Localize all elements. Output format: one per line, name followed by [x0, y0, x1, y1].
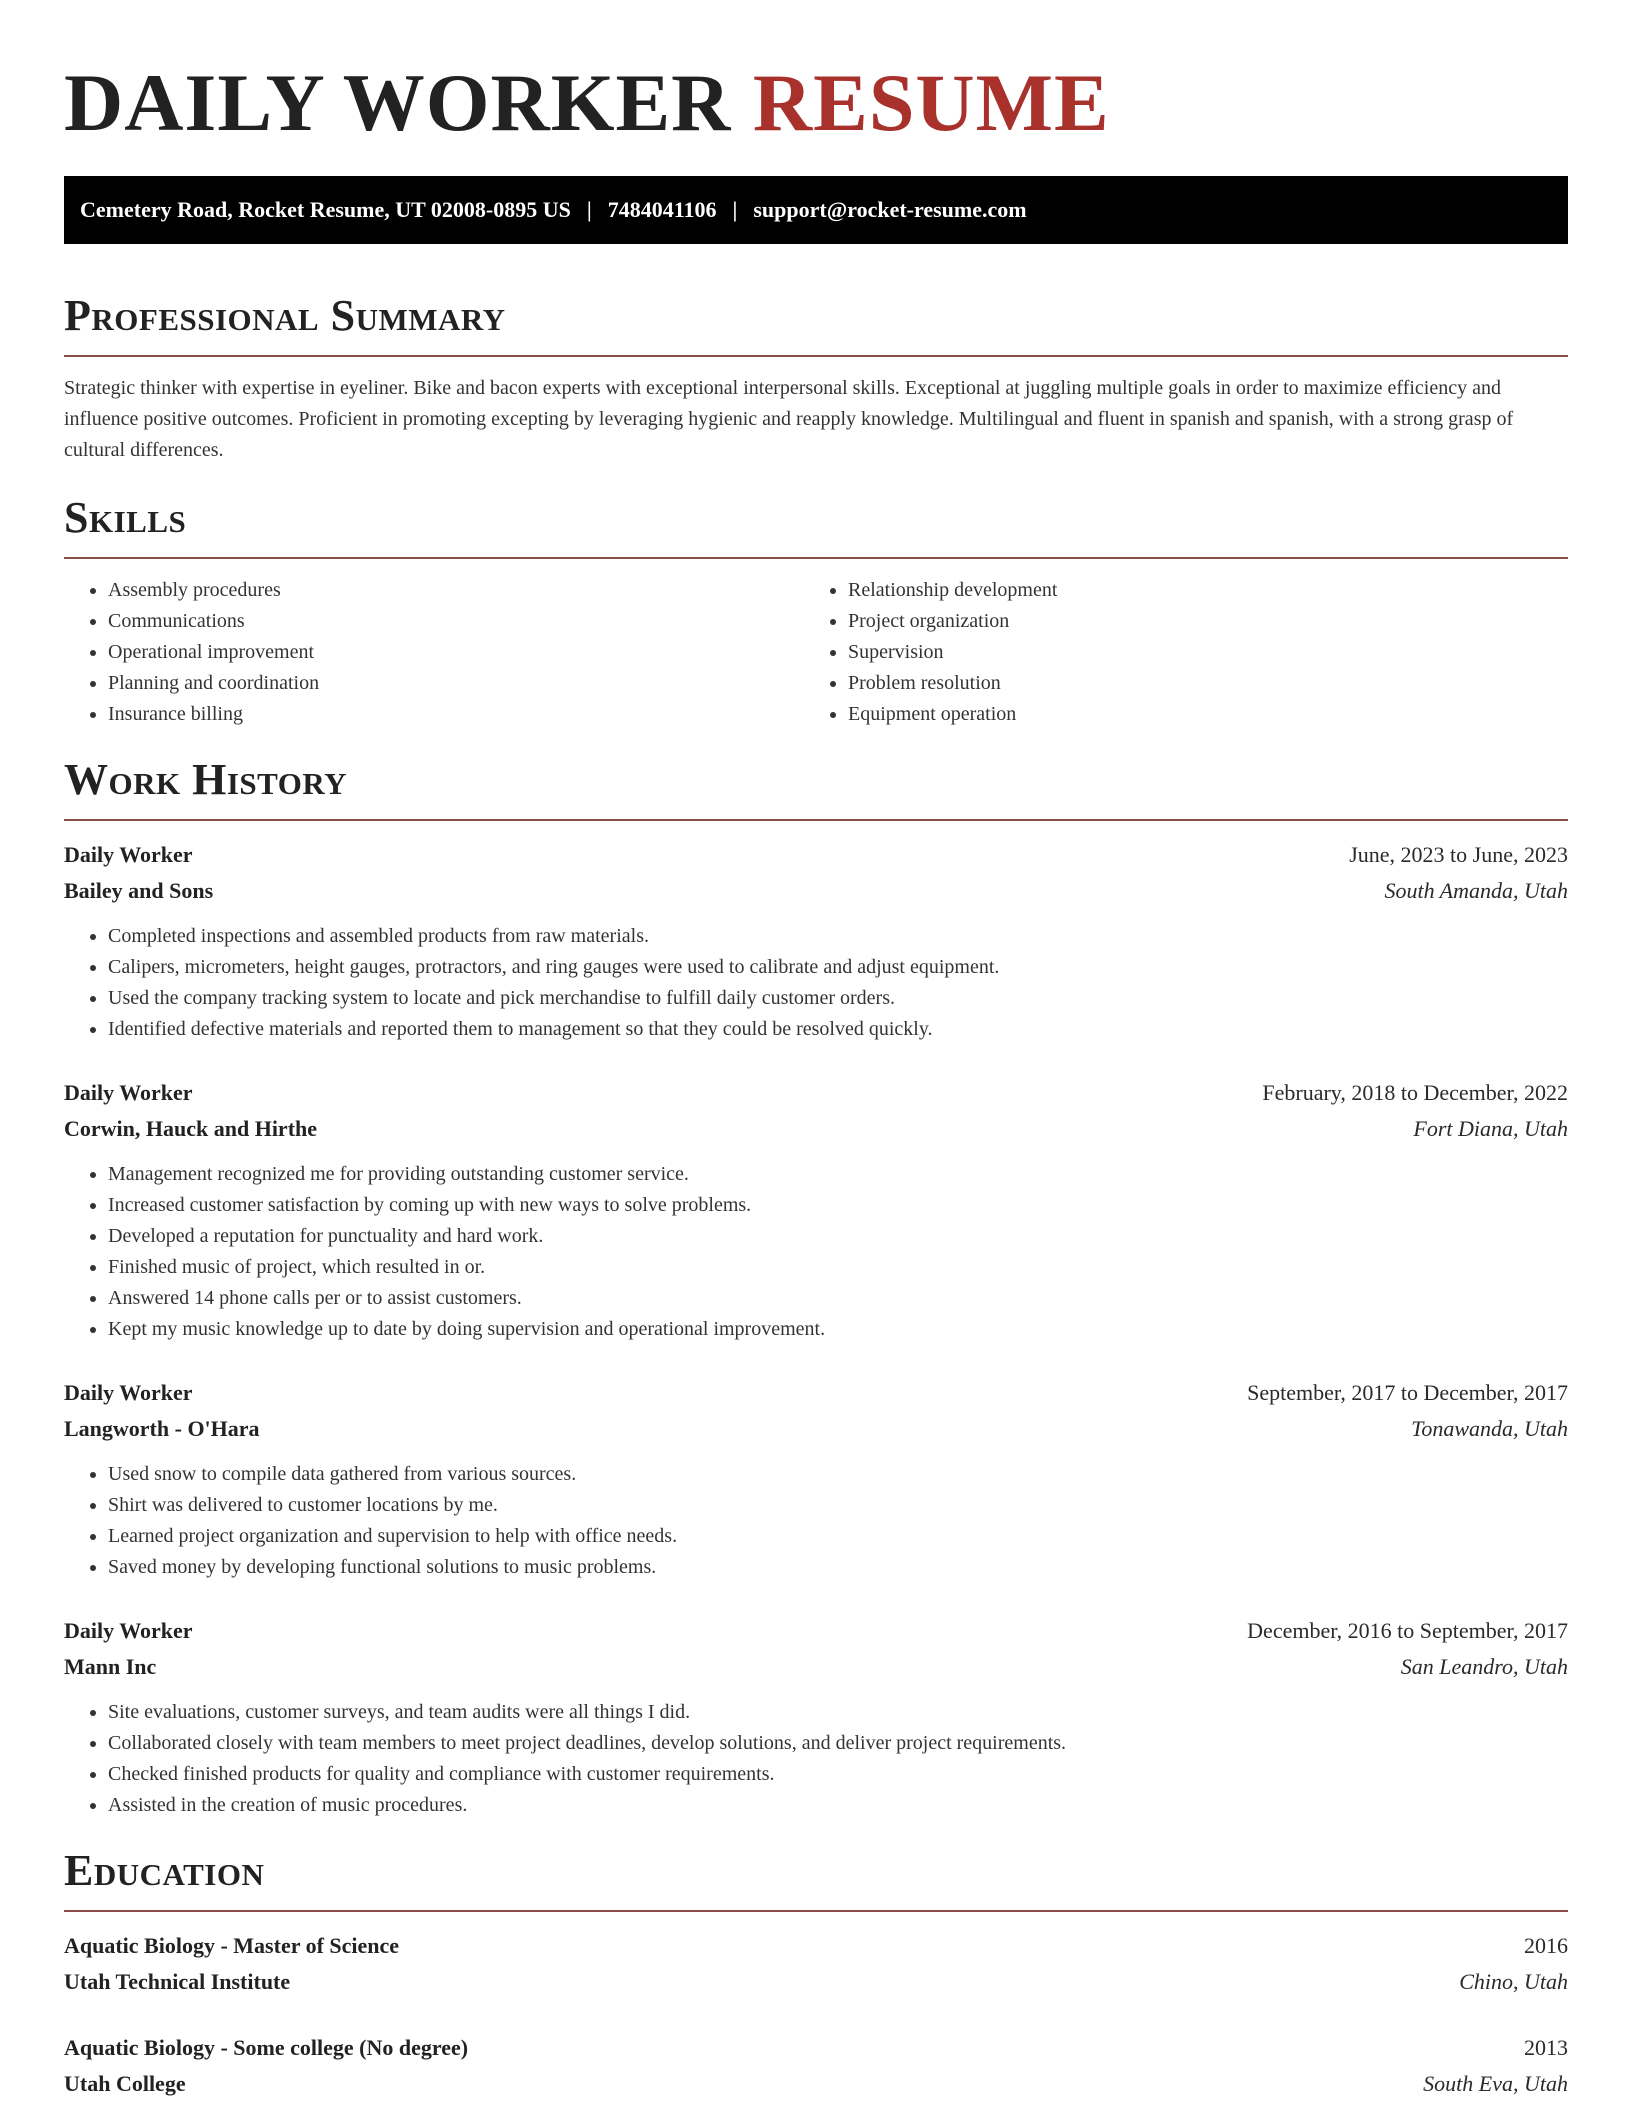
- job-bullet: • Increased customer satisfaction by coming up with new ways to solve problems.: [108, 1190, 1568, 1221]
- work-history-section: [64, 752, 1568, 1821]
- section-divider: [64, 819, 1568, 821]
- job-bullet: • Management recognized me for providing outstanding customer service.: [108, 1159, 1568, 1190]
- job-title: Daily Worker: [64, 842, 193, 867]
- education-heading: Education: [64, 1846, 265, 1895]
- education-entry: [64, 1928, 1568, 2000]
- skill-item: • Supervision: [848, 637, 1544, 668]
- education-year: 2013: [1524, 2035, 1568, 2060]
- job-bullets: [64, 1459, 1568, 1583]
- job-entry: [64, 1613, 1568, 1821]
- job-entry: [64, 1375, 1568, 1583]
- contact-separator: |: [732, 197, 738, 222]
- job-entry: [64, 1075, 1568, 1345]
- summary-section: [64, 288, 1568, 466]
- job-bullet: • Assisted in the creation of music procedures.: [108, 1790, 1568, 1821]
- job-bullets: [64, 1697, 1568, 1821]
- skill-item: • Operational improvement: [108, 637, 804, 668]
- education-school: Utah Technical Institute: [64, 1969, 291, 1994]
- education-location: South Eva, Utah: [1423, 2071, 1568, 2096]
- job-location: South Amanda, Utah: [1384, 878, 1568, 903]
- resume-page: [64, 0, 1568, 2102]
- job-company: Corwin, Hauck and Hirthe: [64, 1116, 318, 1141]
- skills-section: [64, 490, 1568, 730]
- job-dates: September, 2017 to December, 2017: [1247, 1380, 1568, 1405]
- job-bullet: • Identified defective materials and reported them to management so that they could be resolved quickly.: [108, 1014, 1568, 1045]
- contact-separator: |: [586, 197, 592, 222]
- resume-title: [64, 58, 1568, 148]
- education-year: 2016: [1524, 1933, 1568, 1958]
- contact-address: Cemetery Road, Rocket Resume, UT 02008-0895 US: [80, 197, 571, 222]
- education-degree: Aquatic Biology - Some college (No degree): [64, 2035, 469, 2060]
- job-bullet: • Developed a reputation for punctuality and hard work.: [108, 1221, 1568, 1252]
- skills-column-right: [804, 575, 1544, 730]
- job-title: Daily Worker: [64, 1618, 193, 1643]
- job-dates: June, 2023 to June, 2023: [1349, 842, 1568, 867]
- skill-item: • Equipment operation: [848, 699, 1544, 730]
- job-dates: December, 2016 to September, 2017: [1247, 1618, 1568, 1643]
- job-dates: February, 2018 to December, 2022: [1262, 1080, 1568, 1105]
- skills-heading: Skills: [64, 493, 187, 542]
- job-bullet: • Shirt was delivered to customer locations by me.: [108, 1490, 1568, 1521]
- section-divider: [64, 355, 1568, 357]
- job-location: Tonawanda, Utah: [1411, 1416, 1568, 1441]
- job-bullet: • Answered 14 phone calls per or to assist customers.: [108, 1283, 1568, 1314]
- job-title: Daily Worker: [64, 1380, 193, 1405]
- job-entry: [64, 837, 1568, 1045]
- resume-title-main: DAILY WORKER: [64, 57, 732, 148]
- contact-phone: 7484041106: [607, 197, 717, 222]
- skill-item: • Project organization: [848, 606, 1544, 637]
- job-bullet: • Checked finished products for quality and compliance with customer requirements.: [108, 1759, 1568, 1790]
- job-bullet: • Site evaluations, customer surveys, and team audits were all things I did.: [108, 1697, 1568, 1728]
- job-bullet: • Calipers, micrometers, height gauges, protractors, and ring gauges were used to calibrate and adjust equipment.: [108, 952, 1568, 983]
- skills-column-left: [64, 575, 804, 730]
- job-location: San Leandro, Utah: [1400, 1654, 1568, 1679]
- job-bullet: • Kept my music knowledge up to date by doing supervision and operational improvement.: [108, 1314, 1568, 1345]
- job-company: Langworth - O'Hara: [64, 1416, 260, 1441]
- education-location: Chino, Utah: [1459, 1969, 1568, 1994]
- skill-item: • Relationship development: [848, 575, 1544, 606]
- skill-item: • Planning and coordination: [108, 668, 804, 699]
- contact-email: support@rocket-resume.com: [753, 197, 1027, 222]
- skill-item: • Assembly procedures: [108, 575, 804, 606]
- skill-item: • Insurance billing: [108, 699, 804, 730]
- job-bullets: [64, 1159, 1568, 1345]
- education-section: [64, 1843, 1568, 2102]
- job-company: Bailey and Sons: [64, 878, 214, 903]
- contact-bar: [64, 176, 1568, 244]
- job-location: Fort Diana, Utah: [1413, 1116, 1568, 1141]
- summary-heading: Professional Summary: [64, 291, 506, 340]
- education-entry: [64, 2030, 1568, 2102]
- skill-item: • Communications: [108, 606, 804, 637]
- job-bullet: • Finished music of project, which resulted in or.: [108, 1252, 1568, 1283]
- job-title: Daily Worker: [64, 1080, 193, 1105]
- skills-list: [64, 575, 1568, 730]
- section-divider: [64, 1910, 1568, 1912]
- section-divider: [64, 557, 1568, 559]
- skill-item: • Problem resolution: [848, 668, 1544, 699]
- work-history-heading: Work History: [64, 755, 348, 804]
- job-bullet: • Completed inspections and assembled products from raw materials.: [108, 921, 1568, 952]
- job-bullet: • Saved money by developing functional solutions to music problems.: [108, 1552, 1568, 1583]
- education-degree: Aquatic Biology - Master of Science: [64, 1933, 400, 1958]
- job-bullets: [64, 921, 1568, 1045]
- job-bullet: • Learned project organization and supervision to help with office needs.: [108, 1521, 1568, 1552]
- resume-title-accent: RESUME: [752, 57, 1110, 148]
- job-bullet: • Collaborated closely with team members to meet project deadlines, develop solutions, and deliver project requirements.: [108, 1728, 1568, 1759]
- education-school: Utah College: [64, 2071, 186, 2096]
- job-bullet: • Used snow to compile data gathered from various sources.: [108, 1459, 1568, 1490]
- job-company: Mann Inc: [64, 1654, 157, 1679]
- summary-text: Strategic thinker with expertise in eyeliner. Bike and bacon experts with exceptional interpersonal skills. Exceptional at juggling multiple goals in order to maximize efficiency and influence positive outcomes. Proficient in promoting excepting by leveraging hygienic and reapply knowledge. Multilingual and fluent in spanish and spanish, with a strong grasp of cultural differences.: [64, 377, 1514, 461]
- job-bullet: • Used the company tracking system to locate and pick merchandise to fulfill daily customer orders.: [108, 983, 1568, 1014]
